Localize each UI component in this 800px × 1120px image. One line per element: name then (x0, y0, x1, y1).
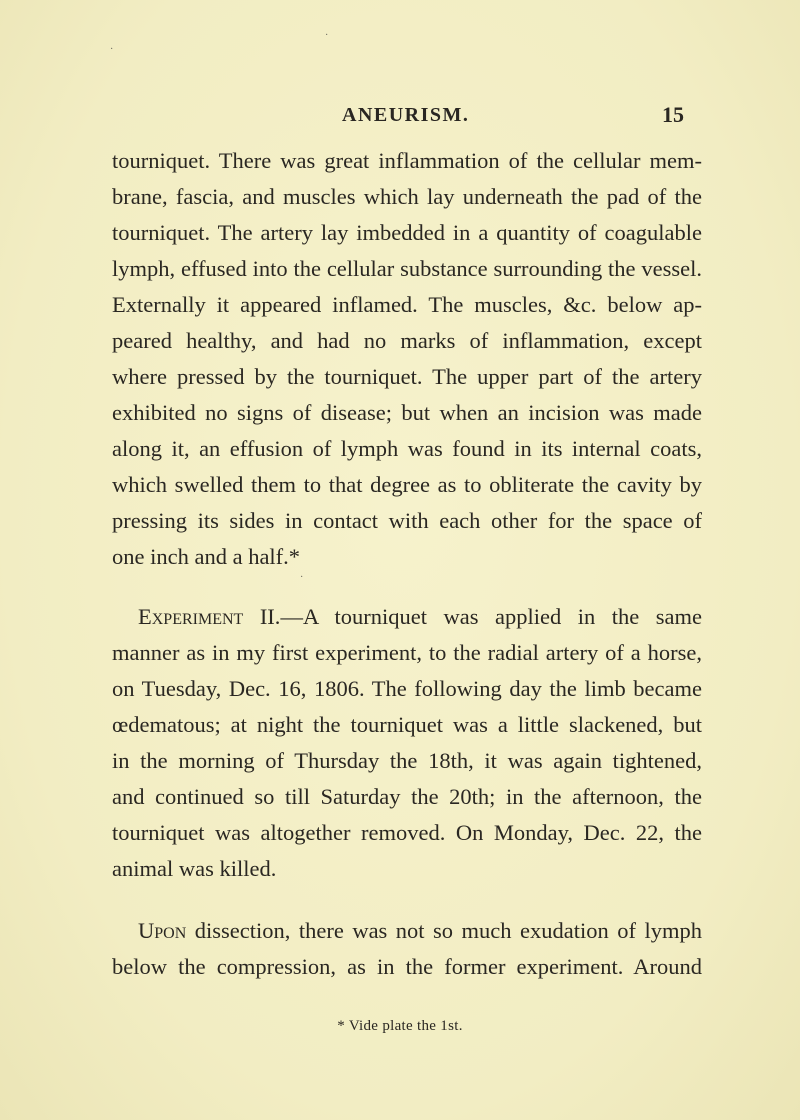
text-line: animal was killed. (112, 856, 277, 881)
text-line: peared healthy, and had no marks of inflammation, except (112, 328, 702, 353)
print-speck: · (300, 572, 304, 583)
footnote: * Vide plate the 1st. (337, 1018, 463, 1034)
text-line: œdematous; at night the tourniquet was a little slackened, but (112, 712, 702, 737)
text-line: brane, fascia, and muscles which lay underneath the pad of the (112, 184, 702, 209)
text-line: lymph, effused into the cellular substance surrounding the vessel. (112, 256, 702, 281)
text-line: tourniquet. There was great inflammation of the cellular mem- (112, 148, 702, 173)
text-line: tourniquet was altogether removed. On Monday, Dec. 22, the (112, 820, 702, 845)
text-line: and continued so till Saturday the 20th; in the afternoon, the (112, 784, 702, 809)
text-line: pressing its sides in contact with each other for the space of (112, 508, 702, 533)
page-header (0, 104, 800, 134)
text-line (138, 913, 702, 949)
text-line: where pressed by the tourniquet. The upper part of the artery (112, 364, 702, 389)
text-line: one inch and a half.* (112, 544, 301, 569)
text-line (138, 599, 702, 635)
text-line: Externally it appeared inflamed. The muscles, &c. below ap- (112, 292, 702, 317)
experiment-heading: Experiment II. (138, 604, 281, 629)
page-number: 15 (662, 102, 684, 127)
paragraph-lead: Upon (138, 918, 187, 943)
text-line: on Tuesday, Dec. 16, 1806. The following day the limb became (112, 676, 702, 701)
text-line: along it, an effusion of lymph was found in its internal coats, (112, 436, 702, 461)
print-speck: · (110, 44, 114, 55)
running-head: ANEURISM. (342, 104, 470, 126)
text-line: which swelled them to that degree as to obliterate the cavity by (112, 472, 702, 497)
text-line: exhibited no signs of disease; but when an incision was made (112, 400, 702, 425)
text-line: manner as in my first experiment, to the radial artery of a horse, (112, 640, 702, 665)
text-segment: —A tourniquet was applied in the same (280, 604, 702, 629)
print-speck: · (325, 30, 329, 41)
text-line: below the compression, as in the former experiment. Around (112, 954, 702, 979)
text-line: tourniquet. The artery lay imbedded in a quantity of coagulable (112, 220, 702, 245)
text-segment: dissection, there was not so much exudation of lymph (186, 918, 702, 943)
text-line: in the morning of Thursday the 18th, it was again tightened, (112, 748, 702, 773)
